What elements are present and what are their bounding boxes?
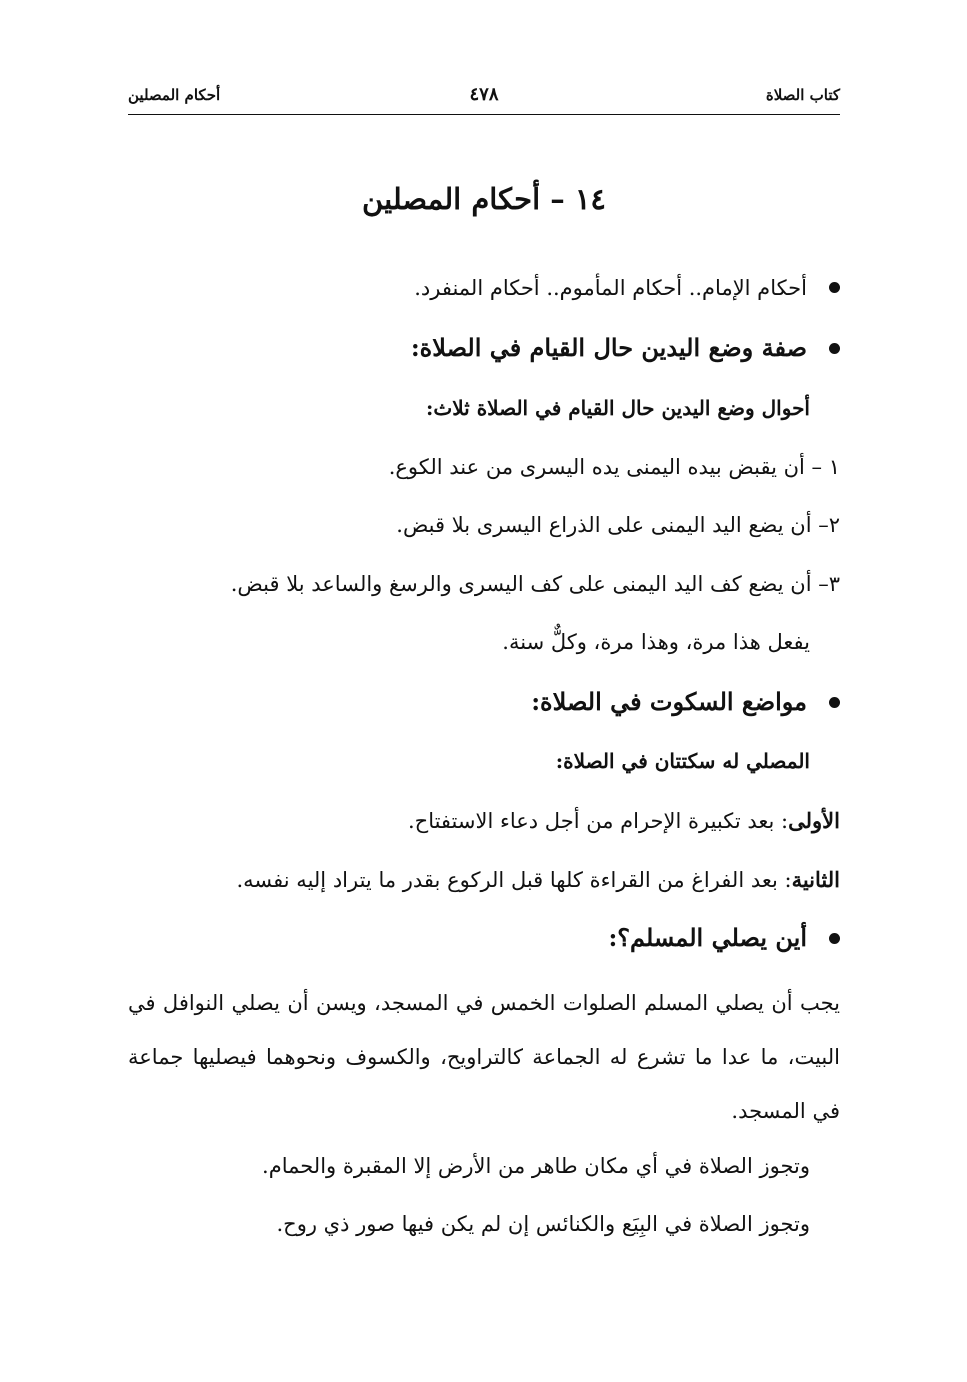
first-text: : بعد تكبيرة الإحرام من أجل دعاء الاستفتاح. [407,809,789,833]
paragraph-mosque: يجب أن يصلي المسلم الصلوات الخمس في المسجد، ويسن أن يصلي النوافل في البيت، ما عدا ما تشرع له الجماعة كالتراويح، والكسوف ونحوهما فيصليها جماعة في المسجد. [128,991,840,1123]
first-label: الأولى [788,808,840,833]
section-title: ١٤ – أحكام المصلين [362,182,606,216]
second-silence [237,864,841,896]
bullet-icon [829,933,840,944]
second-text: : بعد الفراغ من القراءة كلها قبل الركوع بقدر ما يتراد إليه نفسه. [236,868,792,892]
chapter-title: أحكام المصلين [128,86,221,104]
second-label: الثانية [791,867,840,892]
bullet-heading: صفة وضع اليدين حال القيام في الصلاة: [410,333,807,362]
subheading-hand-positions: أحوال وضع اليدين حال القيام في الصلاة ثلاث: [426,396,810,420]
bullet-icon [829,697,840,708]
bullet-item-hands-placement [411,332,840,365]
bullet-item-silence [531,686,840,719]
paragraph-permitted-places: وتجوز الصلاة في أي مكان طاهر من الأرض إلا المقبرة والحمام. [262,1154,810,1178]
bullet-icon [829,343,840,354]
running-header [128,84,840,115]
bullet-icon [829,282,840,293]
list-note: يفعل هذا مرة، وهذا مرة، وكلٌّ سنة. [502,630,810,654]
paragraph-churches: وتجوز الصلاة في البِيَع والكنائس إن لم يكن فيها صور ذي روح. [276,1212,810,1236]
list-item-1: ١ – أن يقبض بيده اليمنى يده اليسرى من عند الكوع. [388,455,840,479]
book-title: كتاب الصلاة [765,86,840,104]
bullet-item-where-pray [608,922,840,955]
list-item-2: ٢– أن يضع اليد اليمنى على الذراع اليسرى بلا قبض. [396,513,840,537]
list-item-3: ٣– أن يضع كف اليد اليمنى على كف اليسرى والرسغ والساعد بلا قبض. [230,572,840,596]
page-number: ٤٧٨ [469,84,499,105]
bullet-item-rulings [414,272,840,304]
first-silence [408,805,840,837]
bullet-heading: أين يصلي المسلم؟: [608,923,807,952]
bullet-heading: مواضع السكوت في الصلاة: [531,687,807,716]
bullet-text: أحكام الإمام.. أحكام المأموم.. أحكام المنفرد. [414,276,807,300]
subheading-two-silences: المصلي له سكتتان في الصلاة: [555,749,810,773]
